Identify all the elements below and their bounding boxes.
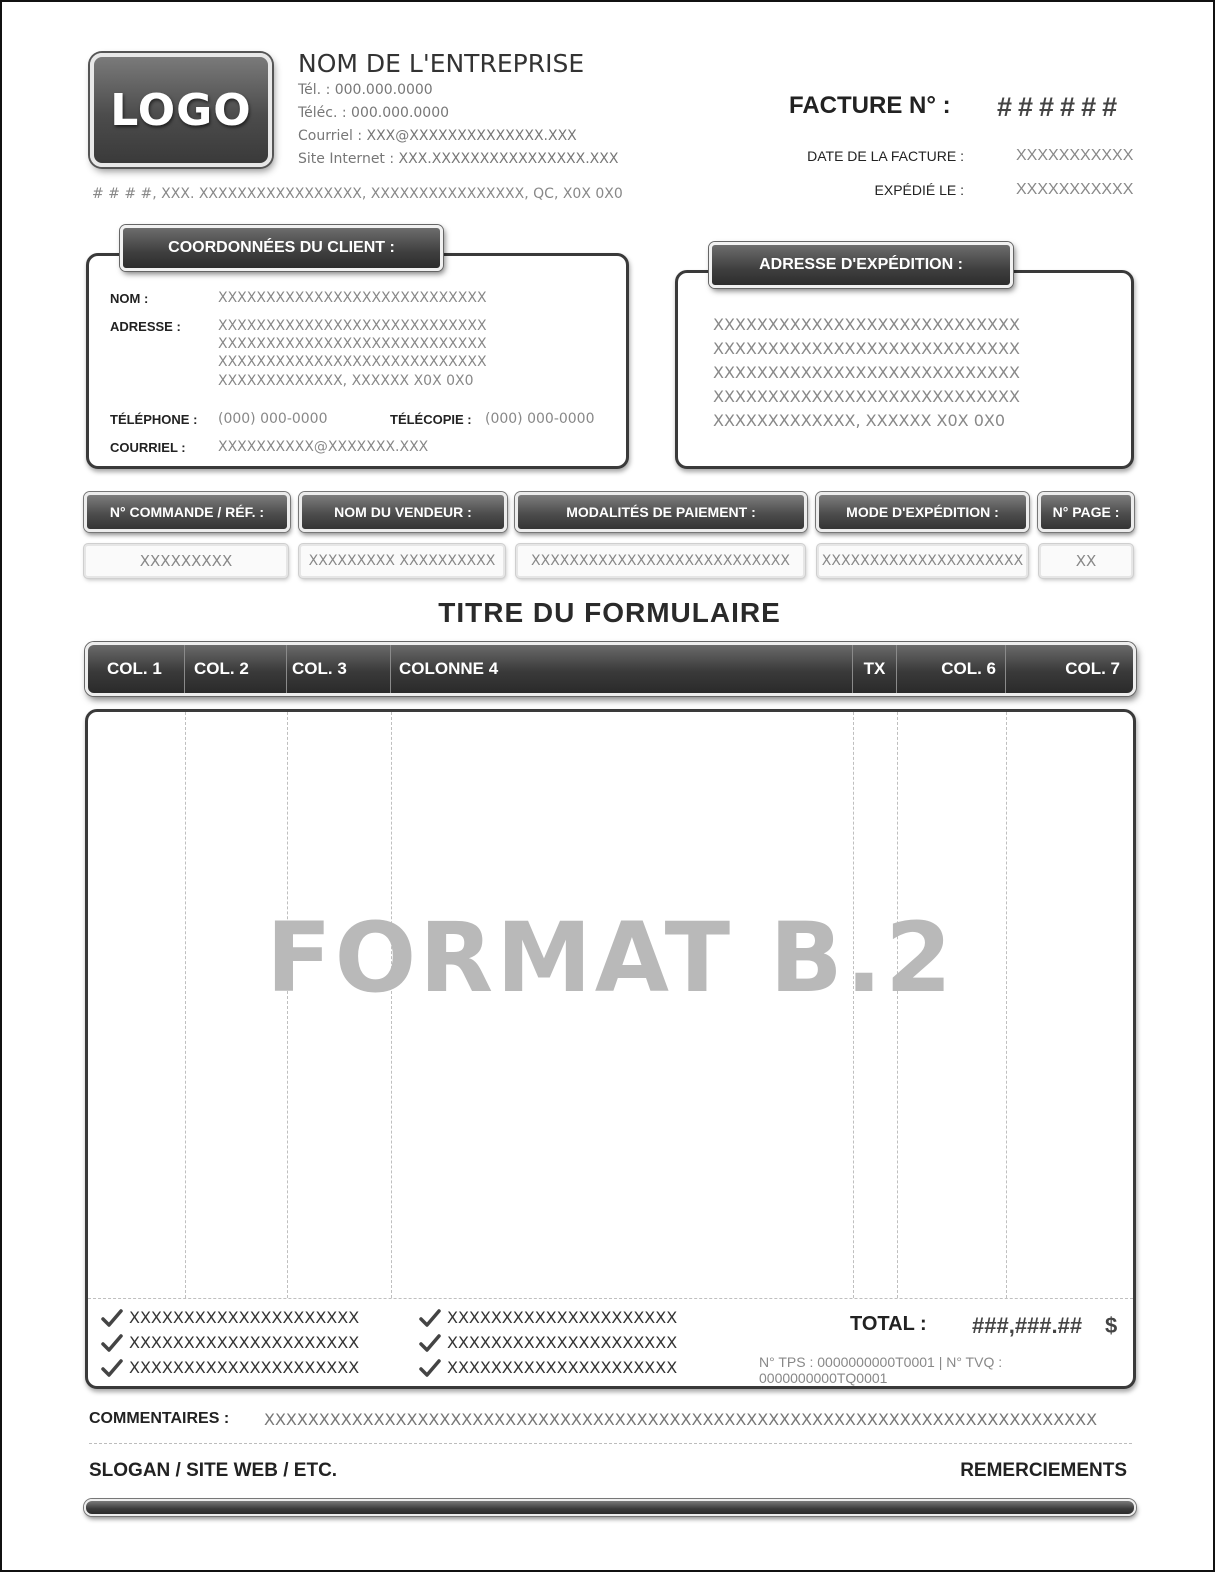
order-ref-value: XXXXXXXXX bbox=[84, 544, 288, 578]
checklist-right bbox=[419, 1305, 677, 1380]
company-phone: Tél. : 000.000.0000 bbox=[298, 82, 433, 98]
client-address-line: XXXXXXXXXXXXXXXXXXXXXXXXXXXX bbox=[218, 336, 487, 352]
checklist-item bbox=[101, 1305, 359, 1330]
page-number-header: N° PAGE : bbox=[1038, 492, 1134, 532]
invoice-date-value: XXXXXXXXXXX bbox=[1016, 147, 1134, 164]
checklist-text: XXXXXXXXXXXXXXXXXXXXX bbox=[129, 1358, 360, 1377]
checklist-text: XXXXXXXXXXXXXXXXXXXXX bbox=[447, 1333, 678, 1352]
column-header: COL. 1 bbox=[88, 645, 185, 693]
checklist-item bbox=[101, 1330, 359, 1355]
client-phone-label: TÉLÉPHONE : bbox=[110, 412, 198, 427]
company-website: Site Internet : XXX.XXXXXXXXXXXXXXXX.XXX bbox=[298, 151, 619, 167]
checklist-item bbox=[419, 1355, 677, 1380]
company-address: # # # #, XXX. XXXXXXXXXXXXXXXXX, XXXXXXXXXXXXXXXX, QC, X0X 0X0 bbox=[92, 186, 623, 202]
shipping-address-line: XXXXXXXXXXXXXXXXXXXXXXXXXXXX bbox=[713, 339, 1020, 358]
client-email-label: COURRIEL : bbox=[110, 440, 186, 455]
comments-label: COMMENTAIRES : bbox=[89, 1410, 230, 1427]
order-ref-header: N° COMMANDE / RÉF. : bbox=[84, 492, 290, 532]
format-watermark: FORMAT B.2 bbox=[266, 902, 955, 1014]
line-items-area bbox=[85, 709, 1136, 1389]
shipped-date-label: EXPÉDIÉ LE : bbox=[874, 182, 964, 198]
page-number-value: XX bbox=[1039, 544, 1133, 578]
payment-terms-header: MODALITÉS DE PAIEMENT : bbox=[515, 492, 807, 532]
payment-terms-value: XXXXXXXXXXXXXXXXXXXXXXXXXXX bbox=[516, 544, 805, 578]
client-email-value: XXXXXXXXXX@XXXXXXX.XXX bbox=[218, 439, 429, 455]
currency-symbol: $ bbox=[1105, 1313, 1118, 1338]
checklist-left bbox=[101, 1305, 359, 1380]
checklist-text: XXXXXXXXXXXXXXXXXXXXX bbox=[129, 1333, 360, 1352]
vendor-value: XXXXXXXXX XXXXXXXXXX bbox=[299, 544, 505, 578]
thanks: REMERCIEMENTS bbox=[960, 1460, 1127, 1481]
column-header: COL. 6 bbox=[897, 645, 1006, 693]
logo-text: LOGO bbox=[110, 84, 252, 136]
checkmark-icon bbox=[419, 1358, 441, 1378]
invoice-number: ###### bbox=[997, 92, 1124, 122]
checklist-item bbox=[419, 1305, 677, 1330]
column-header-bar bbox=[85, 642, 1136, 696]
bottom-bar bbox=[84, 1499, 1136, 1516]
checkmark-icon bbox=[101, 1358, 123, 1378]
client-fax-value: (000) 000-0000 bbox=[485, 411, 595, 427]
slogan: SLOGAN / SITE WEB / ETC. bbox=[89, 1460, 338, 1481]
client-panel-title: COORDONNÉES DU CLIENT : bbox=[120, 225, 443, 271]
checkmark-icon bbox=[419, 1333, 441, 1353]
invoice-number-label: FACTURE N° : bbox=[789, 92, 951, 119]
checklist-item bbox=[419, 1330, 677, 1355]
client-address-line: XXXXXXXXXXXXX, XXXXXX X0X 0X0 bbox=[218, 373, 474, 389]
column-header: TX bbox=[853, 645, 897, 693]
client-phone-value: (000) 000-0000 bbox=[218, 411, 328, 427]
shipped-date-value: XXXXXXXXXXX bbox=[1016, 181, 1134, 198]
comments-value: XXXXXXXXXXXXXXXXXXXXXXXXXXXXXXXXXXXXXXXXXXXXXXXXXXXXXXXXXXXXXXXXXXXXXXXXXXXX bbox=[264, 1410, 1098, 1429]
client-address-line: XXXXXXXXXXXXXXXXXXXXXXXXXXXX bbox=[218, 354, 487, 370]
footer-divider bbox=[89, 1443, 1132, 1444]
shipping-mode-value: XXXXXXXXXXXXXXXXXXXXX bbox=[817, 544, 1028, 578]
checklist-item bbox=[101, 1355, 359, 1380]
checklist-text: XXXXXXXXXXXXXXXXXXXXX bbox=[129, 1308, 360, 1327]
column-header: COL. 2 bbox=[185, 645, 287, 693]
total-label: TOTAL : bbox=[850, 1313, 927, 1335]
form-title: TITRE DU FORMULAIRE bbox=[438, 597, 781, 628]
company-fax: Téléc. : 000.000.0000 bbox=[298, 105, 450, 121]
checkmark-icon bbox=[101, 1333, 123, 1353]
column-header: COL. 3 bbox=[287, 645, 391, 693]
shipping-address-line: XXXXXXXXXXXXX, XXXXXX X0X 0X0 bbox=[713, 411, 1006, 430]
column-header: COL. 7 bbox=[1065, 659, 1120, 678]
shipping-address-line: XXXXXXXXXXXXXXXXXXXXXXXXXXXX bbox=[713, 363, 1020, 382]
client-address-label: ADRESSE : bbox=[110, 319, 181, 334]
client-address-line: XXXXXXXXXXXXXXXXXXXXXXXXXXXX bbox=[218, 318, 487, 334]
company-name: NOM DE L'ENTREPRISE bbox=[298, 49, 585, 78]
total-value: ###,###.## bbox=[972, 1313, 1083, 1338]
client-name-label: NOM : bbox=[110, 291, 149, 306]
client-fax-label: TÉLÉCOPIE : bbox=[390, 412, 472, 427]
checklist-text: XXXXXXXXXXXXXXXXXXXXX bbox=[447, 1358, 678, 1377]
logo bbox=[90, 53, 272, 167]
company-email: Courriel : XXX@XXXXXXXXXXXXXX.XXX bbox=[298, 128, 577, 144]
totals-divider bbox=[88, 1298, 1133, 1299]
checkmark-icon bbox=[101, 1308, 123, 1328]
shipping-address-line: XXXXXXXXXXXXXXXXXXXXXXXXXXXX bbox=[713, 315, 1020, 334]
tax-numbers: N° TPS : 0000000000T0001 | N° TVQ : 0000000000TQ0001 bbox=[759, 1354, 1003, 1386]
checklist-text: XXXXXXXXXXXXXXXXXXXXX bbox=[447, 1308, 678, 1327]
shipping-mode-header: MODE D'EXPÉDITION : bbox=[816, 492, 1029, 532]
client-name-value: XXXXXXXXXXXXXXXXXXXXXXXXXXXX bbox=[218, 290, 487, 306]
shipping-panel-title: ADRESSE D'EXPÉDITION : bbox=[709, 242, 1013, 288]
checkmark-icon bbox=[419, 1308, 441, 1328]
vendor-header: NOM DU VENDEUR : bbox=[299, 492, 507, 532]
invoice-date-label: DATE DE LA FACTURE : bbox=[807, 148, 964, 164]
column-header: COLONNE 4 bbox=[391, 645, 853, 693]
shipping-address-line: XXXXXXXXXXXXXXXXXXXXXXXXXXXX bbox=[713, 387, 1020, 406]
